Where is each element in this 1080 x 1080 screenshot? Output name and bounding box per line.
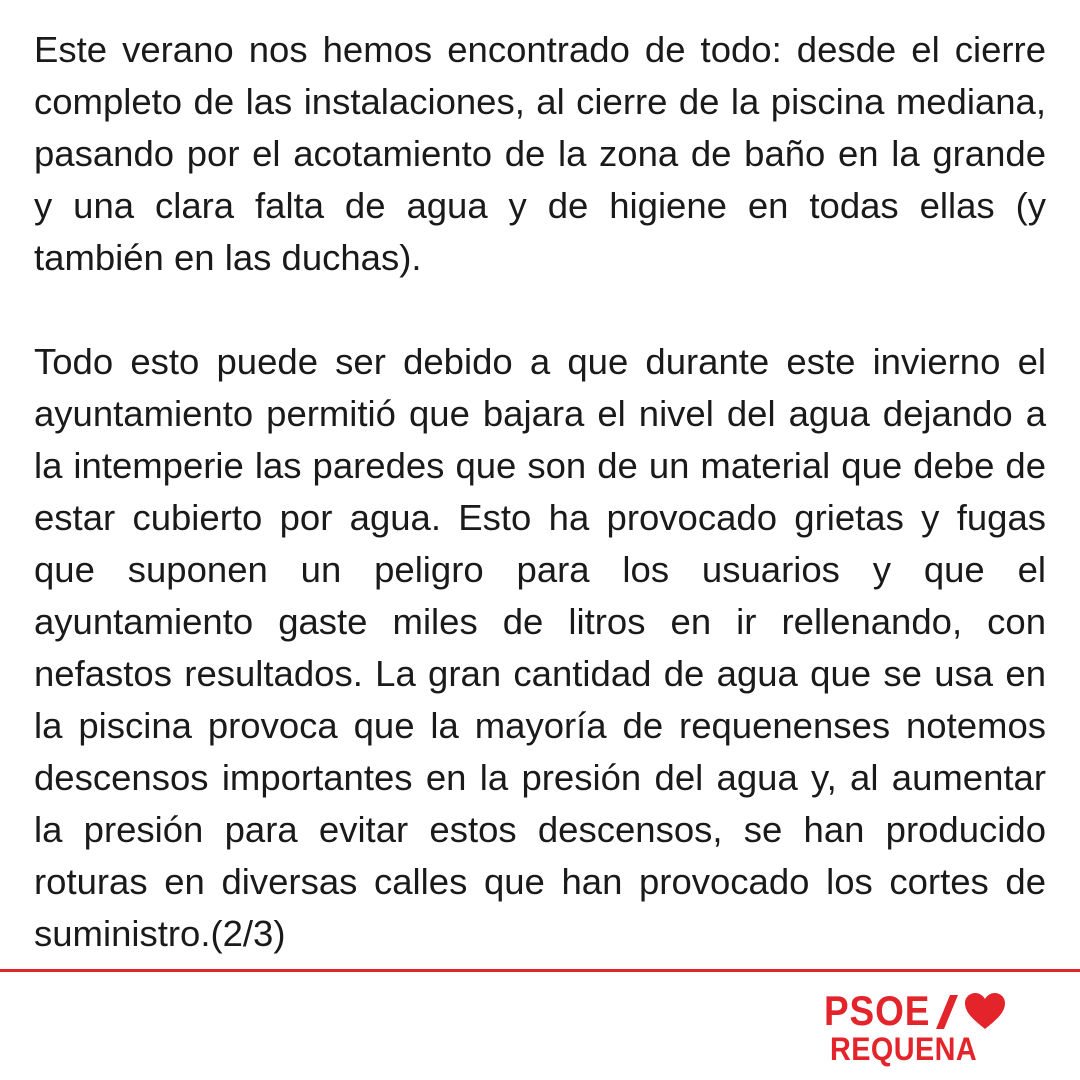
- slash-icon: [936, 995, 958, 1029]
- paragraph-1: Este verano nos hemos encontrado de todo: desde el cierre completo de las instalaciones, al cierre de la piscina mediana, pasando por el acotamiento de la zona de baño en la grande y una clara falta de agua y de higiene en todas ellas (y también en las duchas).: [34, 29, 1046, 278]
- logo-city-name: REQUENA: [830, 1031, 978, 1067]
- logo-top-row: [824, 987, 945, 1034]
- heart-icon: [964, 992, 1006, 1030]
- logo-party-name: PSOE: [824, 987, 931, 1034]
- red-divider: [0, 969, 1080, 972]
- psoe-requena-logo: [824, 987, 1010, 1067]
- paragraph-2: Todo esto puede ser debido a que durante este invierno el ayuntamiento permitió que bajara el nivel del agua dejando a la intemperie las paredes que son de un material que debe de estar cubierto por agua. Esto ha provocado grietas y fugas que suponen un peligro para los usuarios y que el ayuntamiento gaste miles de litros en ir rellenando, con nefastos resultados. La gran cantidad de agua que se usa en la piscina provoca que la mayoría de requenenses notemos descensos importantes en la presión del agua y, al aumentar la presión para evitar estos descensos, se han producido roturas en diversas calles que han provocado los cortes de suministro.(2/3): [34, 341, 1046, 954]
- post-text: [34, 24, 1046, 960]
